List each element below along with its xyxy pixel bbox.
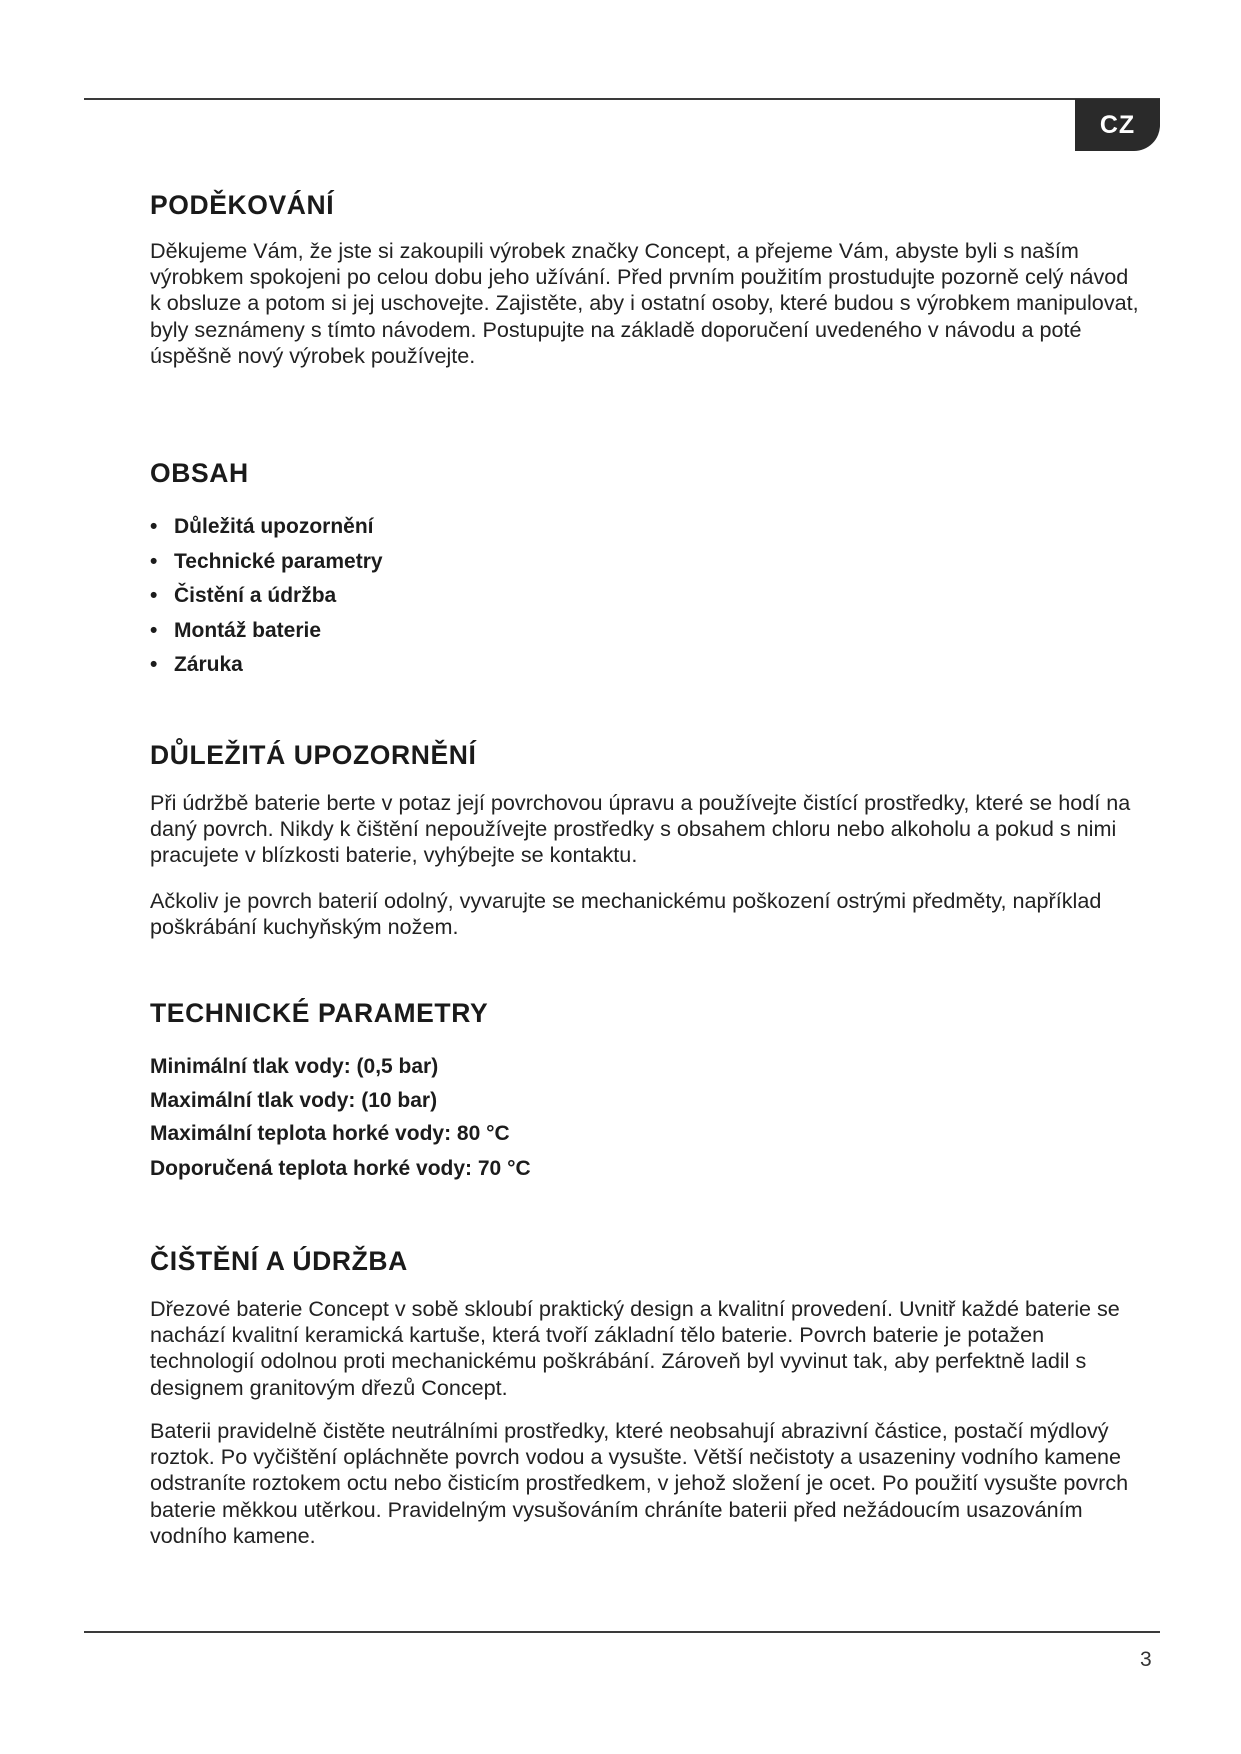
heading-cleaning: ČIŠTĚNÍ A ÚDRŽBA [150,1246,408,1276]
heading-contents: OBSAH [150,458,249,488]
warnings-paragraph: Při údržbě baterie berte v potaz její povrchovou úpravu a používejte čistící prostředky, které se hodí na daný povrch. Nikdy k čištění nepoužívejte prostředky s obsahem chloru nebo alkoholu a pokud s nimi pracujete v blízkosti baterie, vyhýbejte se kontaktu. [150,790,1131,868]
heading-thanks: PODĚKOVÁNÍ [150,190,335,220]
heading-warnings: DŮLEŽITÁ UPOZORNĚNÍ [150,740,477,770]
spec-item: Maximální teplota horké vody: 80 °C [150,1122,510,1145]
thanks-paragraph: Děkujeme Vám, že jste si zakoupili výrobek značky Concept, a přejeme Vám, abyste byli s naším výrobkem spokojeni po celou dobu jeho užívání. Před prvním použitím prostudujte pozorně celý návod k obsluze a potom si jej uschovejte. Zajistěte, aby i ostatní osoby, které budou s výrobkem manipulovat, byly seznámeny s tímto návodem. Postupujte na základě doporučení uvedeného v návodu a poté úspěšně nový výrobek používejte. [150,238,1139,368]
cleaning-paragraph: Baterii pravidelně čistěte neutrálními prostředky, které neobsahují abrazivní částice, postačí mýdlový roztok. Po vyčištění opláchněte povrch vodou a vysušte. Větší nečistoty a usazeniny vodního kamene odstraníte roztokem octu nebo čisticím prostředkem, v jehož složení je ocet. Po použití vysušte povrch baterie měkkou utěrkou. Pravidelným vysušováním chráníte baterii před nežádoucím usazováním vodního kamene. [150,1418,1129,1548]
language-tab: CZ [1075,99,1160,151]
footer-rule [84,1631,1160,1633]
page-number: 3 [1140,1648,1152,1671]
contents-item: • Záruka [150,653,243,676]
contents-item: • Technické parametry [150,549,383,573]
spec-item: Doporučená teplota horké vody: 70 °C [150,1157,531,1180]
cleaning-paragraph: Dřezové baterie Concept v sobě skloubí praktický design a kvalitní provedení. Uvnitř každé baterie se nachází kvalitní keramická kartuše, která tvoří základní tělo baterie. Povrch baterie je potažen technologií odolnou proti mechanickému poškrábání. Zároveň byl vyvinut tak, aby perfektně ladil s designem granitovým dřezů Concept. [150,1296,1120,1400]
heading-technical: TECHNICKÉ PARAMETRY [150,998,489,1028]
spec-item: Maximální tlak vody: (10 bar) [150,1089,438,1112]
spec-item: Minimální tlak vody: (0,5 bar) [150,1055,439,1078]
contents-item: • Čistění a údržba [150,584,337,607]
contents-list [150,510,383,683]
contents-item: • Důležitá upozornění [150,515,374,538]
header-rule [84,98,1160,100]
warnings-paragraph: Ačkoliv je povrch baterií odolný, vyvarujte se mechanickému poškození ostrými předměty, například poškrábání kuchyňským nožem. [150,888,1102,940]
contents-item: • Montáž baterie [150,618,322,642]
